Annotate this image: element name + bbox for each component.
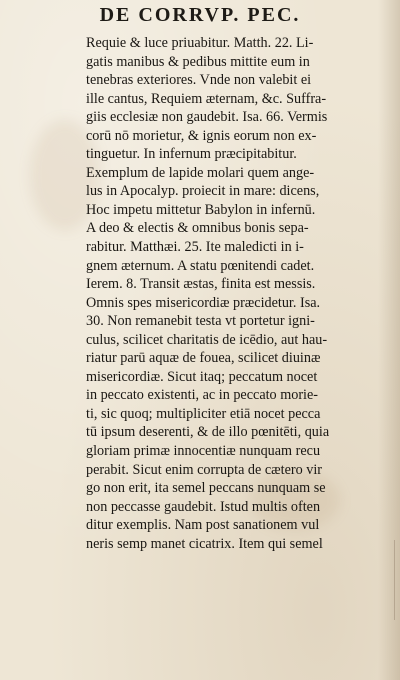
text-line: gatis manibus & pedibus mittite eum in (86, 53, 310, 70)
text-line: Ierem. 8. Transit æstas, finita est messis. (86, 276, 316, 293)
text-line: Omnis spes misericordiæ præcidetur. Isa. (86, 294, 321, 311)
text-line: ille cantus, Requiem æternam, &c. Suffra- (86, 90, 327, 107)
running-title: DE CORRVP. PEC. (99, 4, 301, 26)
text-line: giis ecclesiæ non gaudebit. Isa. 66. Vermis (86, 109, 328, 126)
text-line: neris semp manet cicatrix. Item qui semel (86, 535, 323, 552)
text-line: gnem æternum. A statu pœnitendi cadet. (86, 257, 315, 274)
text-line: gloriam primæ innocentiæ nunquam recu (86, 443, 321, 460)
text-line: in peccato existenti, ac in peccato morie- (86, 387, 319, 404)
text-line: ti, sic quoq; multipliciter etiā nocet pecca (86, 405, 321, 422)
text-line: perabit. Sicut enim corrupta de cætero vir (86, 461, 322, 478)
text-line: Requie & luce priuabitur. Matth. 22. Li- (86, 35, 314, 51)
text-line: tū ipsum deserenti, & de illo pœnitēti, quia (86, 424, 330, 441)
text-line: ditur exemplis. Nam post sanationem vul (86, 517, 320, 534)
text-line: corū nō morietur, & ignis eorum non ex- (86, 127, 317, 144)
text-line: culus, scilicet charitatis de icēdio, aut hau- (86, 331, 328, 348)
margin-rule (394, 540, 395, 620)
text-line: 30. Non remanebit testa vt portetur igni- (86, 313, 315, 330)
text-line: tenebras exteriores. Vnde non valebit ei (86, 72, 312, 89)
text-line: A deo & electis & omnibus bonis sepa- (86, 220, 309, 237)
text-line: misericordiæ. Sicut itaq; peccatum nocet (86, 368, 318, 385)
text-line: non peccasse gaudebit. Istud multis often (86, 498, 321, 515)
text-line: riatur parū aquæ de fouea, scilicet diuinæ (86, 350, 321, 367)
text-line: rabitur. Matthæi. 25. Ite maledicti in i- (86, 239, 304, 256)
text-line: tinguetur. In infernum præcipitabitur. (86, 146, 297, 163)
text-line: lus in Apocalyp. proiecit in mare: dicens, (86, 183, 320, 200)
body-text (86, 34, 388, 553)
text-line: Hoc impetu mittetur Babylon in infernū. (86, 201, 316, 218)
text-line: Exemplum de lapide molari quem ange- (86, 164, 315, 181)
text-line: go non erit, ita semel peccans nunquam se (86, 480, 326, 497)
